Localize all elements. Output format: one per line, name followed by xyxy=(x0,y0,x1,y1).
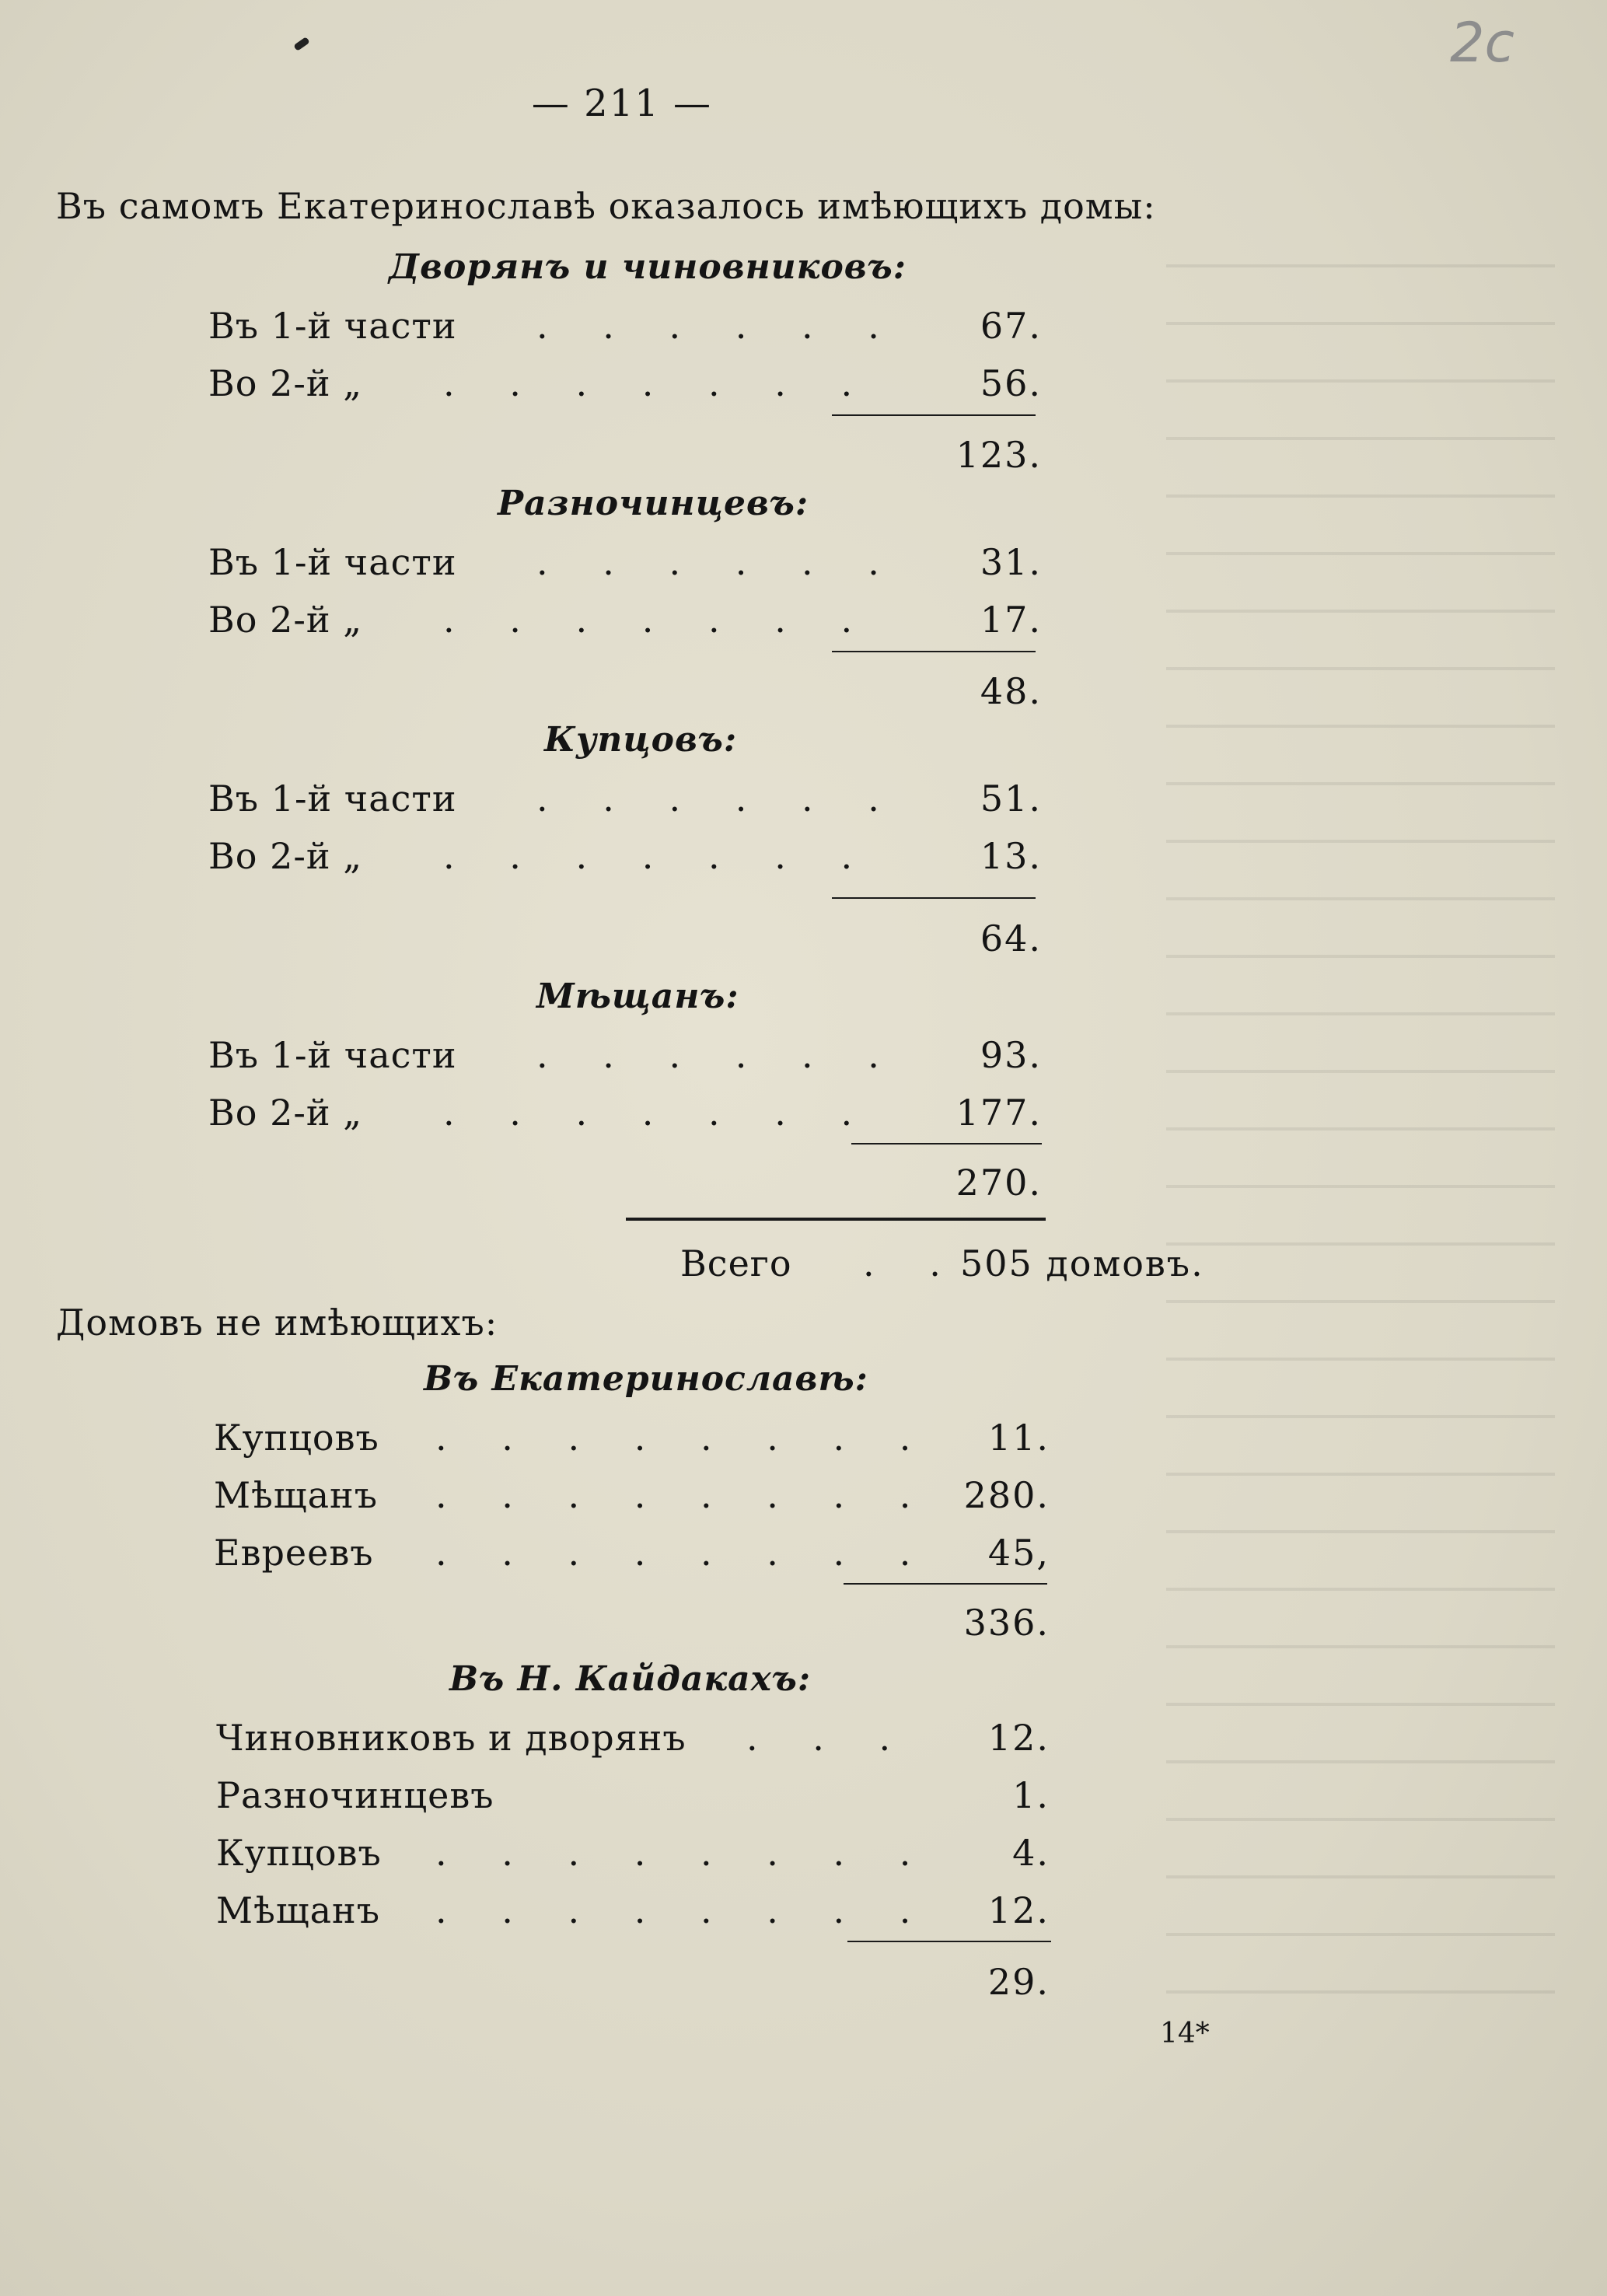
leader-dots: . . xyxy=(863,1242,962,1284)
row-value: 67. xyxy=(980,305,1042,347)
row-label: Въ 1-й части xyxy=(208,541,457,583)
row-value: 17. xyxy=(980,599,1042,641)
grand-total-label: Всего xyxy=(680,1242,792,1284)
subsection-total: 29. xyxy=(987,1961,1050,2003)
pencil-mark: 2c xyxy=(1450,11,1515,75)
row-value: 45, xyxy=(987,1532,1050,1574)
group-heading-merchants: Купцовъ: xyxy=(544,720,738,760)
subsection-heading-kaidaki: Въ Н. Кайдакахъ: xyxy=(449,1659,812,1699)
group-total: 64. xyxy=(980,917,1042,959)
row-value: 11. xyxy=(987,1417,1050,1459)
row-value: 13. xyxy=(980,835,1042,877)
row-value: 280. xyxy=(963,1474,1050,1516)
signature-mark: 14* xyxy=(1160,2018,1210,2050)
leader-dots: . . . . . . xyxy=(536,305,901,347)
row-label: Купцовъ xyxy=(216,1832,382,1874)
ink-speck xyxy=(293,37,310,51)
row-value: 4. xyxy=(1012,1832,1050,1874)
leader-dots: . . . . . . . . xyxy=(435,1474,933,1516)
sum-rule xyxy=(832,414,1036,416)
group-heading-townsmen: Мѣщанъ: xyxy=(536,977,739,1016)
leader-dots: . . . . . . . xyxy=(443,835,875,877)
row-value: 31. xyxy=(980,541,1042,583)
row-label: Во 2-й „ xyxy=(208,362,363,404)
sum-rule xyxy=(832,651,1036,652)
row-value: 12. xyxy=(987,1717,1050,1759)
leader-dots: . . . . . . xyxy=(536,1034,901,1076)
sum-rule xyxy=(851,1143,1042,1145)
row-label: Въ 1-й части xyxy=(208,778,457,820)
grand-total-rule xyxy=(626,1218,1046,1221)
grand-total-value: 505 домовъ. xyxy=(960,1242,1204,1284)
row-label: Мѣщанъ xyxy=(214,1474,378,1516)
row-value: 12. xyxy=(987,1889,1050,1931)
row-value: 1. xyxy=(1012,1774,1050,1816)
group-total: 270. xyxy=(955,1162,1042,1204)
leader-dots: . . . . . . . . xyxy=(435,1889,933,1931)
subsection-total: 336. xyxy=(963,1602,1050,1644)
row-value: 93. xyxy=(980,1034,1042,1076)
leader-dots: . . . . . . xyxy=(536,541,901,583)
row-label: Въ 1-й части xyxy=(208,305,457,347)
row-label: Во 2-й „ xyxy=(208,1092,363,1134)
sum-rule xyxy=(832,897,1036,899)
group-heading-nobles: Дворянъ и чиновниковъ: xyxy=(389,247,907,287)
subsection-heading-ekaterinoslav: Въ Екатеринославѣ: xyxy=(424,1359,868,1399)
row-label: Мѣщанъ xyxy=(216,1889,380,1931)
leader-dots: . . . xyxy=(746,1717,913,1759)
leader-dots: . . . . . . . xyxy=(443,1092,875,1134)
row-value: 56. xyxy=(980,362,1042,404)
group-heading-raznochintsy: Разночинцевъ: xyxy=(498,484,809,523)
row-label: Евреевъ xyxy=(214,1532,374,1574)
intro-line: Въ самомъ Екатеринославѣ оказалось имѣющихъ домы: xyxy=(56,185,1156,227)
leader-dots: . . . . . . . . xyxy=(435,1532,933,1574)
non-owners-title: Домовъ не имѣющихъ: xyxy=(56,1302,498,1344)
leader-dots: . . . . . . . xyxy=(443,599,875,641)
row-value: 51. xyxy=(980,778,1042,820)
leader-dots: . . . . . . . . xyxy=(435,1832,933,1874)
leader-dots: . . . . . . . . xyxy=(435,1417,933,1459)
row-label: Чиновниковъ и дворянъ xyxy=(216,1717,686,1759)
row-label: Купцовъ xyxy=(214,1417,379,1459)
group-total: 48. xyxy=(980,670,1042,712)
page-number: — 211 — xyxy=(531,82,713,125)
row-value: 177. xyxy=(955,1092,1042,1134)
row-label: Разночинцевъ xyxy=(216,1774,494,1816)
sum-rule xyxy=(847,1941,1051,1942)
row-label: Во 2-й „ xyxy=(208,835,363,877)
leader-dots: . . . . . . xyxy=(536,778,901,820)
row-label: Во 2-й „ xyxy=(208,599,363,641)
bleed-through-text xyxy=(1166,233,1555,2022)
group-total: 123. xyxy=(955,434,1042,476)
row-label: Въ 1-й части xyxy=(208,1034,457,1076)
leader-dots: . . . . . . . xyxy=(443,362,875,404)
sum-rule xyxy=(844,1583,1047,1585)
